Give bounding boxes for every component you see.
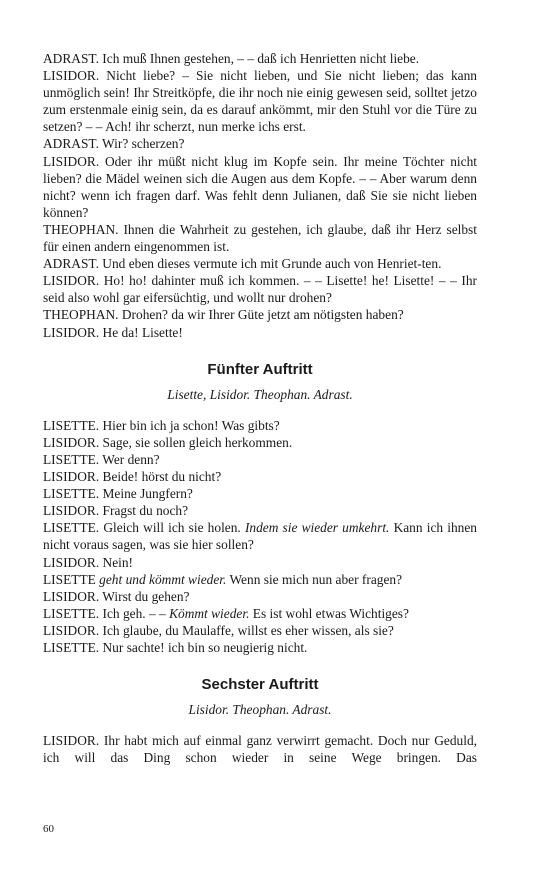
stage-direction: geht und kömmt wieder. (99, 571, 227, 587)
speaker-name: LISETTE. (43, 520, 100, 536)
speech-line (43, 67, 477, 135)
speech-text: Wer denn? (102, 451, 160, 467)
scene-6-cast: Lisidor. Theophan. Adrast. (188, 702, 332, 718)
scene-6-title: Sechster Auftritt (201, 676, 319, 694)
speech-line (43, 605, 477, 622)
speech-text: Und eben dieses vermute ich mit Grunde auch von Henriet-ten. (102, 256, 442, 272)
speech-line (43, 306, 477, 323)
speech-line (43, 434, 477, 451)
speech-line (43, 588, 477, 605)
speech-text: Wir? scherzen? (102, 136, 185, 152)
speaker-name: ADRAST. (43, 136, 99, 152)
speaker-name: THEOPHAN. (43, 221, 119, 237)
speech-text: He da! Lisette! (102, 324, 183, 340)
speaker-name: ADRAST. (43, 256, 99, 272)
speech-line (43, 324, 477, 341)
speech-text: Nein! (102, 554, 134, 570)
speaker-name: LISIDOR. (43, 324, 100, 340)
speaker-name: LISIDOR. (43, 273, 100, 289)
speaker-name: LISIDOR. (43, 588, 100, 604)
speech-text: Wenn sie mich nun aber fragen? (229, 571, 403, 587)
stage-direction: Indem sie wieder umkehrt. (244, 520, 390, 536)
speaker-name: THEOPHAN. (43, 307, 119, 323)
speech-line (43, 153, 477, 221)
speech-text: Oder ihr müßt nicht klug im Kopfe sein. Ihr meine Töchter nicht lieben? die Mädel weinen sich die Augen aus dem Kopfe. – – Aber warum denn nicht? wenn ich fragen darf. Was fehlt denn Julianen, daß Sie sie nicht lieben können? (43, 153, 477, 220)
speech-text: Drohen? da wir Ihrer Güte jetzt am nötigsten haben? (121, 307, 404, 323)
speech-text: Beide! hörst du nicht? (102, 469, 222, 485)
scene-5-cast: Lisette, Lisidor. Theophan. Adrast. (167, 386, 353, 402)
speaker-name: LISETTE. (43, 640, 100, 655)
scene-5-title: Fünfter Auftritt (207, 360, 313, 378)
scene-6-dialogue (43, 732, 477, 766)
scene-4-continuation (43, 50, 477, 341)
speech-line (43, 135, 477, 152)
speaker-name: ADRAST. (43, 51, 99, 66)
speech-text: Ihr habt mich auf einmal ganz verwirrt gemacht. Doch nur Geduld, ich will das Ding schon wieder in seine Wege bringen. Das (43, 733, 478, 766)
speaker-name: LISETTE. (43, 605, 100, 621)
speech-line (43, 571, 477, 588)
speech-line (43, 451, 477, 468)
speech-line (43, 554, 477, 571)
speech-line (43, 468, 477, 485)
speech-line (43, 485, 477, 502)
speaker-name: LISETTE. (43, 451, 100, 467)
speech-text: Nicht liebe? – Sie nicht lieben, und Sie nicht lieben; das kann unmöglich sein! Ihr Streitköpfe, die ihr noch nie einig gewesen seid, solltet jetzo zum erstenmale einig sein, da es darauf ankömmt, mir den Stuhl vor die Türe zu setzen? – – Ach! ihr scherzt, nun merke ichs erst. (43, 68, 477, 135)
speech-text: Nur sachte! ich bin so neugierig nicht. (102, 640, 308, 655)
speech-line (43, 622, 477, 639)
speech-text: Meine Jungfern? (102, 486, 193, 502)
speaker-name: LISIDOR. (43, 554, 100, 570)
book-page (43, 50, 477, 766)
speech-line (43, 519, 477, 553)
speech-text: Ihnen die Wahrheit zu gestehen, ich glaube, daß ihr Herz selbst für einen andern eingenommen ist. (43, 221, 477, 255)
speech-text: Hier bin ich ja schon! Was gibts? (102, 417, 280, 433)
stage-direction: Kömmt wieder. (169, 605, 250, 621)
speaker-name: LISIDOR. (43, 622, 100, 638)
speaker-name: LISIDOR. (43, 503, 100, 519)
page-number: 60 (43, 823, 54, 835)
speech-text: Ho! ho! dahinter muß ich kommen. – – Lisette! he! Lisette! – – Ihr seid also wohl gar eifersüchtig, und wollt nur drohen? (43, 273, 477, 306)
scene-5-dialogue (43, 417, 477, 656)
speaker-name: LISIDOR. (43, 469, 100, 485)
speech-line (43, 50, 477, 67)
speech-text-continued: Es ist wohl etwas Wichtiges? (252, 605, 409, 621)
speaker-name: LISETTE (43, 571, 96, 587)
speech-text: Ich glaube, du Maulaffe, willst es eher wissen, als sie? (102, 622, 394, 638)
speech-line (43, 417, 477, 434)
speaker-name: LISETTE. (43, 486, 100, 502)
speech-line (43, 255, 477, 272)
speech-text-continued: Kann ich ihnen nicht voraus sagen, was sie hier sollen? (43, 520, 477, 553)
speech-line (43, 221, 477, 255)
speech-line (43, 639, 477, 656)
speaker-name: LISIDOR. (43, 733, 100, 749)
speech-line (43, 732, 477, 766)
speaker-name: LISIDOR. (43, 153, 100, 169)
speaker-name: LISIDOR. (43, 68, 100, 84)
speech-text: Gleich will ich sie holen. (103, 520, 241, 536)
speech-text: Ich muß Ihnen gestehen, – – daß ich Henrietten nicht liebe. (102, 51, 420, 66)
speech-text: Wirst du gehen? (102, 588, 190, 604)
speech-text: Sage, sie sollen gleich herkommen. (102, 434, 293, 450)
speech-text: Ich geh. – – (102, 605, 166, 621)
speaker-name: LISIDOR. (43, 434, 100, 450)
speech-line (43, 502, 477, 519)
speech-text: Fragst du noch? (102, 503, 189, 519)
speaker-name: LISETTE. (43, 417, 100, 433)
speech-line (43, 272, 477, 306)
